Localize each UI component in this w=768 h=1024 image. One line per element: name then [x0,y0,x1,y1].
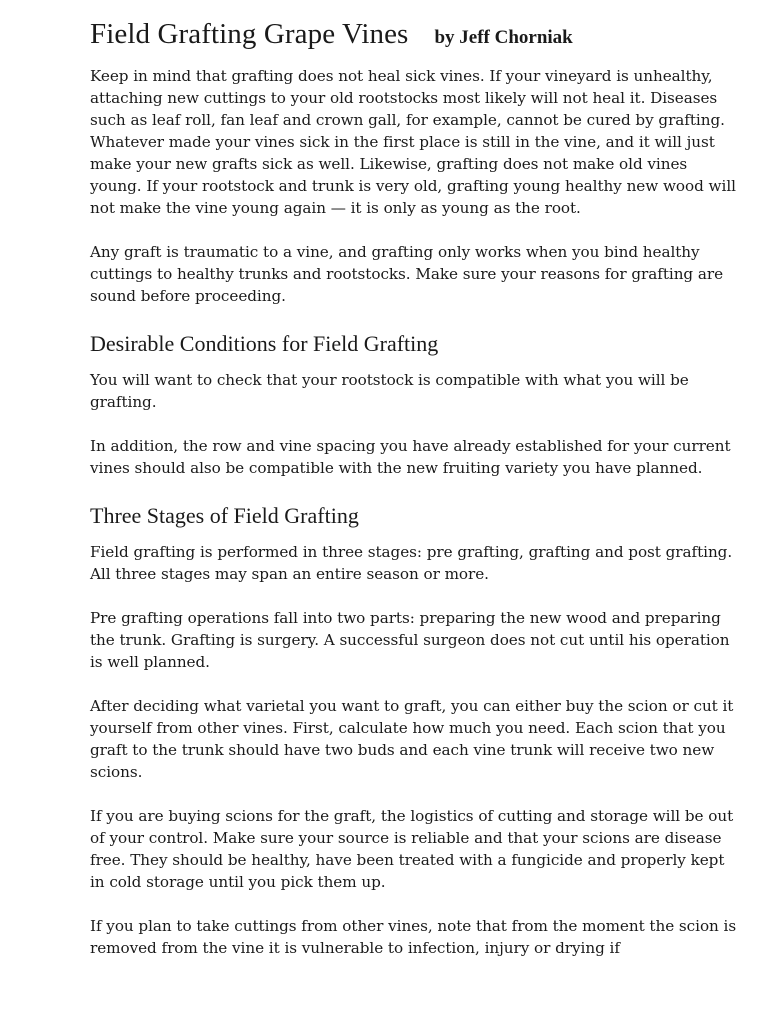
section1-paragraph-1: You will want to check that your rootstock is compatible with what you will be grafting. [90,371,689,411]
title-row [90,18,740,51]
section2-paragraph-3: After deciding what varietal you want to graft, you can either buy the scion or cut it yourself from other vines. First, calculate how much you need. Each scion that you graft to the trunk should have two buds and each vine trunk will receive two new scions. [90,697,734,781]
section-heading-three-stages: Three Stages of Field Grafting [90,503,359,528]
document-page [90,18,740,981]
intro-paragraph-1: Keep in mind that grafting does not heal sick vines. If your vineyard is unhealthy, attaching new cuttings to your old rootstocks most likely will not heal it. Diseases such as leaf roll, fan leaf and crown gall, for example, cannot be cured by grafting. Whatever made your vines sick in the first place is still in the vine, and it will just make your new grafts sick as well. Likewise, grafting does not make old vines young. If your rootstock and trunk is very old, grafting young healthy new wood will not make the vine young again — it is only as young as the root. [90,67,736,217]
section2-paragraph-5: If you plan to take cuttings from other vines, note that from the moment the scion is removed from the vine it is vulnerable to infection, injury or drying if [90,917,737,957]
intro-paragraph-2: Any graft is traumatic to a vine, and grafting only works when you bind healthy cuttings to healthy trunks and rootstocks. Make sure your reasons for grafting are sound before proceeding. [90,243,724,305]
section2-paragraph-4: If you are buying scions for the graft, the logistics of cutting and storage will be out of your control. Make sure your source is reliable and that your scions are disease free. They should be healthy, have been treated with a fungicide and properly kept in cold storage until you pick them up. [90,807,734,891]
section1-paragraph-2: In addition, the row and vine spacing you have already established for your current vines should also be compatible with the new fruiting variety you have planned. [90,437,731,477]
section-heading-desirable-conditions: Desirable Conditions for Field Grafting [90,331,439,356]
section2-paragraph-1: Field grafting is performed in three stages: pre grafting, grafting and post grafting. All three stages may span an entire season or more. [90,543,733,583]
section2-paragraph-2: Pre grafting operations fall into two parts: preparing the new wood and preparing the trunk. Grafting is surgery. A successful surgeon does not cut until his operation is well planned. [90,609,730,671]
author-byline: by Jeff Chorniak [434,27,573,48]
page-title: Field Grafting Grape Vines [90,18,409,50]
